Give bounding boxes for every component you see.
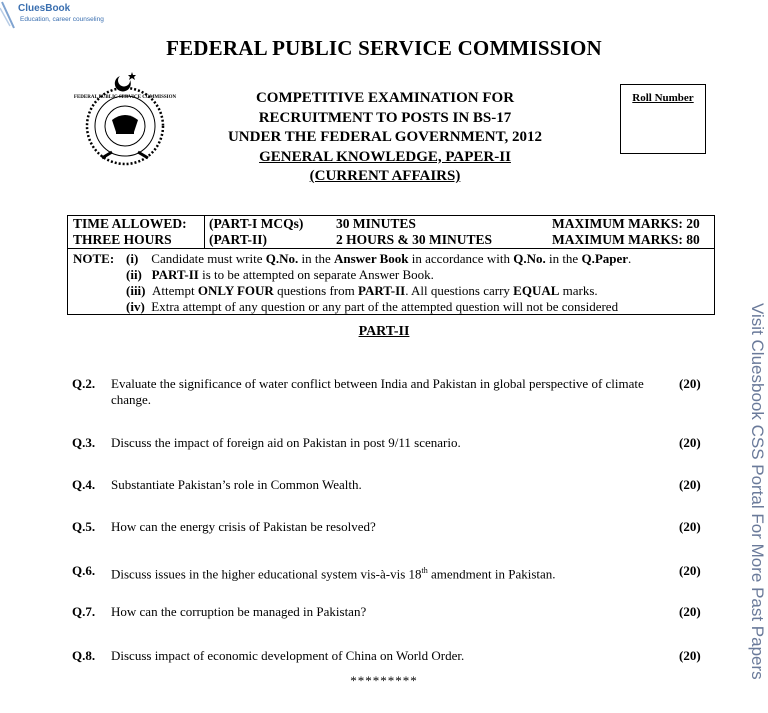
note-label: NOTE: xyxy=(73,251,115,266)
question-number: Q.7. xyxy=(72,604,96,619)
part2-time: 2 HOURS & 30 MINUTES xyxy=(336,232,493,247)
part2-marks: MAXIMUM MARKS: 80 xyxy=(552,232,700,247)
question-marks: (20) xyxy=(679,648,701,663)
note-1: (i) Candidate must write Q.No. in the Answer Book in accordance with Q.No. in the Q.Paper. xyxy=(126,251,632,266)
question-text: Discuss impact of economic development of China on World Order. xyxy=(111,648,465,663)
question-marks: (20) xyxy=(679,477,701,492)
exam-info-box xyxy=(67,215,715,315)
subheading-line-3: UNDER THE FEDERAL GOVERNMENT, 2012 xyxy=(227,129,543,145)
note-4: (iv) Extra attempt of any question or any part of the attempted question will not be considered xyxy=(126,299,619,314)
time-allowed-value: THREE HOURS xyxy=(73,232,172,247)
question-text: How can the energy crisis of Pakistan be resolved? xyxy=(111,519,376,534)
seal-text: FEDERAL PUBLIC SERVICE COMMISSION xyxy=(73,95,177,100)
subheading-line-2: RECRUITMENT TO POSTS IN BS-17 xyxy=(258,109,512,126)
part1-marks: MAXIMUM MARKS: 20 xyxy=(552,216,700,231)
fpsc-seal xyxy=(72,66,178,172)
part-title: PART-II xyxy=(358,324,410,339)
logo-brand: CluesBook xyxy=(18,3,71,14)
roll-number-label: Roll Number xyxy=(632,92,694,104)
subheading-line-1: COMPETITIVE EXAMINATION FOR xyxy=(255,90,515,106)
commission-title: FEDERAL PUBLIC SERVICE COMMISSION xyxy=(166,36,602,60)
question-marks: (20) xyxy=(679,604,701,619)
logo-swoosh-icon xyxy=(0,0,18,30)
question-text: Substantiate Pakistan’s role in Common Wealth. xyxy=(111,477,362,492)
question-text: How can the corruption be managed in Pakistan? xyxy=(111,604,367,619)
question-number: Q.5. xyxy=(72,519,96,534)
question-marks: (20) xyxy=(679,519,701,534)
part1-time: 30 MINUTES xyxy=(336,216,416,231)
exam-subheading xyxy=(195,89,575,187)
logo-tagline: Education, career counseling xyxy=(20,16,104,23)
question-number: Q.6. xyxy=(72,563,96,578)
question-number: Q.4. xyxy=(72,477,96,492)
question-text: Discuss issues in the higher educational system vis-à-vis 18th amendment in Pakistan. xyxy=(111,566,556,582)
question-marks: (20) xyxy=(679,435,701,450)
question-text: Discuss the impact of foreign aid on Pakistan in post 9/11 scenario. xyxy=(111,435,461,450)
paper-subtitle: (CURRENT AFFAIRS) xyxy=(309,168,461,184)
question-number: Q.8. xyxy=(72,648,96,663)
divider xyxy=(68,248,714,249)
note-3: (iii) Attempt ONLY FOUR questions from PART-II. All questions carry EQUAL marks. xyxy=(126,283,598,298)
time-allowed-label: TIME ALLOWED: xyxy=(73,216,187,231)
end-of-paper-mark: ********* xyxy=(350,673,418,688)
question-number: Q.3. xyxy=(72,435,96,450)
divider xyxy=(204,216,205,248)
watermark-side-banner xyxy=(741,303,767,698)
question-text: Evaluate the significance of water conflict between India and Pakistan in global perspective of climate change. xyxy=(111,376,644,407)
paper-title: GENERAL KNOWLEDGE, PAPER-II xyxy=(259,148,511,165)
watermark-side-text: Visit Cluesbook CSS Portal For More Past Papers xyxy=(748,303,767,680)
note-2: (ii) PART-II is to be attempted on separate Answer Book. xyxy=(126,267,434,282)
part1-label: (PART-I MCQs) xyxy=(209,216,304,231)
part2-label: (PART-II) xyxy=(209,232,268,247)
question-marks: (20) xyxy=(679,376,701,391)
question-marks: (20) xyxy=(679,563,701,578)
question-number: Q.2. xyxy=(72,376,96,391)
